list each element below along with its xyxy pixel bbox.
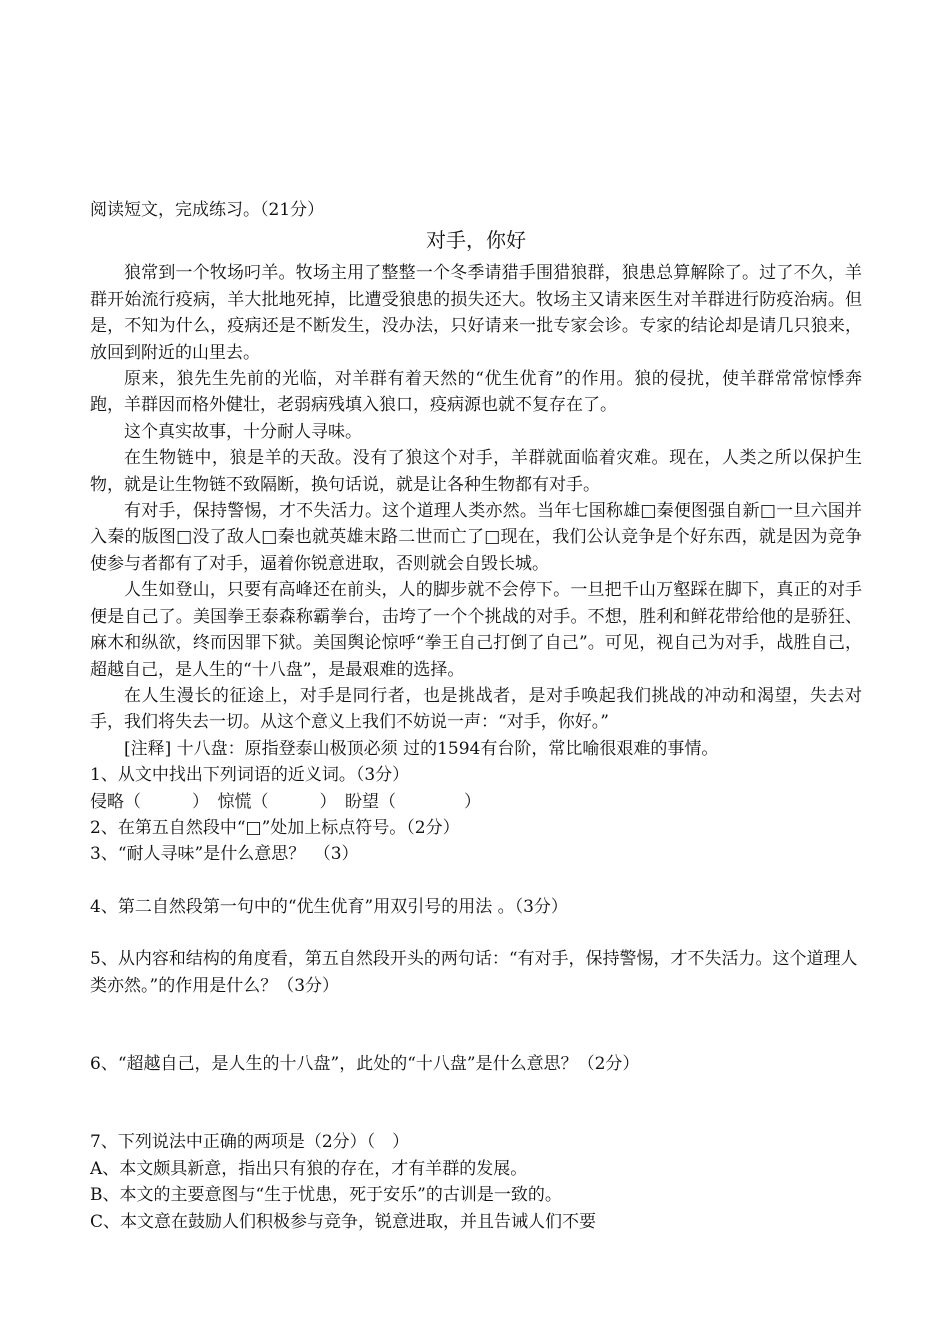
paragraph-5: 有对手，保持警惕，才不失活力。这个道理人类亦然。当年七国称雄□秦便图强自新□一旦六国并入秦的版图□没了敌人□秦也就英雄末路二世而亡了□现在，我们公认竞争是个好东西，就是因为竞争使参与者都有了对手，逼着你锐意进取，否则就会自毁长城。 (90, 501, 862, 574)
question-5: 5、从内容和结构的角度看，第五自然段开头的两句话：“有对手，保持警惕，才不失活力。这个道理人类亦然。”的作用是什么？（3分） (90, 949, 858, 996)
worksheet-page (90, 197, 862, 1235)
question-6: 6、“超越自己，是人生的十八盘”，此处的“十八盘”是什么意思？（2分） (90, 1053, 640, 1074)
question-1: 1、从文中找出下列词语的近义词。（3分） (90, 765, 410, 786)
answer-space-4 (90, 920, 862, 946)
paragraph-4: 在生物链中，狼是羊的天敌。没有了狼这个对手，羊群就面临着灾难。现在，人类之所以保护生物，就是让生物链不致隔断，换句话说，就是让各种生物都有对手。 (90, 448, 862, 495)
question-list (90, 762, 862, 1235)
question-7-option-b: B、本文的主要意图与“生于忧患，死于安乐”的古训是一致的。 (90, 1185, 562, 1206)
question-7: 7、下列说法中正确的两项是（2分）（ ） (90, 1132, 410, 1153)
paragraph-6: 人生如登山，只要有高峰还在前头，人的脚步就不会停下。一旦把千山万壑踩在脚下，真正的对手便是自己了。美国拳王泰森称霸拳台，击垮了一个个挑战的对手。不想，胜利和鲜花带给他的是骄狂、麻木和纵欲，终而因罪下狱。美国舆论惊呼“拳王自己打倒了自己”。可见，视自己为对手，战胜自己，超越自己，是人生的“十八盘”，是最艰难的选择。 (90, 580, 862, 680)
reading-instruction: 阅读短文，完成练习。（21分） (90, 200, 325, 220)
paragraph-7: 在人生漫长的征途上，对手是同行者，也是挑战者，是对手唤起我们挑战的冲动和渴望，失去对手，我们将失去一切。从这个意义上我们不妨说一声：“对手，你好。” (90, 685, 862, 733)
question-4: 4、第二自然段第一句中的“优生优育”用双引号的用法 。（3分） (90, 896, 568, 917)
answer-space-5 (90, 999, 862, 1051)
answer-space-3 (90, 868, 862, 894)
question-3: 3、“耐人寻味”是什么意思？ （3） (90, 844, 359, 865)
passage-body (90, 260, 862, 762)
question-1-words: 侵略（ ） 惊慌（ ） 盼望（ ） (90, 791, 481, 812)
annotation-note: [注释] 十八盘：原指登泰山极顶必须 过的1594有台阶，常比喻很艰难的事情。 (124, 738, 719, 759)
paragraph-2: 原来，狼先生先前的光临，对羊群有着天然的“优生优育”的作用。狼的侵扰，使羊群常常惊悸奔跑，羊群因而格外健壮，老弱病残填入狼口，疫病源也就不复存在了。 (90, 369, 862, 416)
question-7-option-c: C、本文意在鼓励人们积极参与竞争，锐意进取，并且告诫人们不要 (90, 1211, 597, 1232)
paragraph-1: 狼常到一个牧场叼羊。牧场主用了整整一个冬季请猎手围猎狼群，狼患总算解除了。过了不久，羊群开始流行疫病，羊大批地死掉，比遭受狼患的损失还大。牧场主又请来医生对羊群进行防疫治病。但是，不知为什么，疫病还是不断发生，没办法，只好请来一批专家会诊。专家的结论却是请几只狼来，放回到附近的山里去。 (90, 263, 862, 363)
question-7-option-a: A、本文颇具新意，指出只有狼的存在，才有羊群的发展。 (90, 1158, 528, 1179)
question-2: 2、在第五自然段中“□”处加上标点符号。（2分） (90, 817, 460, 838)
answer-space-6 (90, 1077, 862, 1129)
paragraph-3: 这个真实故事，十分耐人寻味。 (124, 421, 362, 442)
passage-title: 对手，你好 (426, 228, 526, 253)
